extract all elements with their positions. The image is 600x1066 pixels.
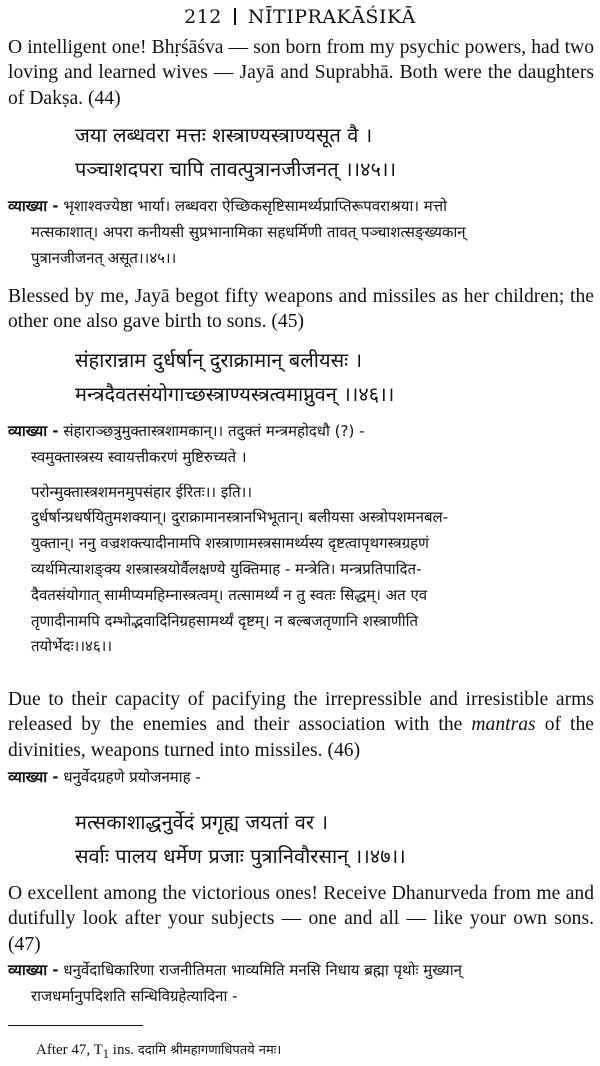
- verse-line: मत्सकाशाद्धनुर्वेदं प्रगृह्य जयतां वर ।: [75, 810, 329, 834]
- italic-term: mantras: [471, 714, 536, 736]
- verse-line: जया लब्धवरा मत्तः शस्त्राण्यस्त्राण्यसूत वै ।: [75, 123, 373, 147]
- commentary-label: व्याख्या -: [8, 961, 59, 979]
- quoted-verse-line: स्वमुक्तास्त्रस्य स्वायत्तीकरणं मुष्टिरुच्यते ।: [31, 447, 247, 466]
- commentary-line: पुत्रानजीजनत् असूत।।४५।।: [31, 248, 177, 267]
- translation-46: Due to their capacity of pacifying the irrepressible and irresistible arms released by the enemies and their association with the mantras of the divinities, weapons turned into missiles. (46): [8, 689, 594, 761]
- verse-line: मन्त्रदैवतसंयोगाच्छस्त्राण्यस्त्रत्वमाप्नुवन् ।।४६।।: [75, 382, 395, 406]
- commentary-47: [8, 958, 594, 1010]
- commentary-line: तयोर्भेदः।।४६।।: [31, 637, 113, 656]
- footnote: After 47, $T_1$ ins. ददामि श्रीमहागणाधिपतये नमः।: [36, 1042, 282, 1061]
- commentary-label: व्याख्या -: [8, 768, 59, 786]
- commentary-line: संहाराञ्छत्रुमुक्तास्त्रशामकान्।। तदुक्तं मन्त्रमहोदधौ (?) -: [63, 422, 365, 440]
- translation-47: O excellent among the victorious ones! Receive Dhanurveda from me and dutifully look after your subjects — one and all — like your own sons. (47): [8, 883, 594, 955]
- commentary-line: दैवतसंयोगात् सामीप्यमहिम्नास्त्रत्वम्। तत्सामर्थ्यं न तु स्वतः सिद्धम्। अत एव: [31, 585, 428, 604]
- running-header: [0, 6, 600, 28]
- translation-45: Blessed by me, Jayā begot fifty weapons and missiles as her children; the other one also gave birth to sons. (45): [8, 286, 594, 333]
- commentary-line: दुर्धर्षान्प्रधर्षयितुमशक्यान्। दुराक्रामानस्त्रानभिभूतान्। बलीयसा अस्त्रोपशमनबल-: [31, 508, 449, 527]
- commentary-line: व्यर्थमित्याशङ्क्य शस्त्रास्त्रयोर्वैलक्षण्ये युक्तिमाह - मन्त्रेति। मन्त्रप्रतिपादित-: [31, 559, 422, 578]
- page-number: 212: [184, 6, 222, 28]
- verse-46: [75, 343, 394, 411]
- footnote-sanskrit: ददामि श्रीमहागणाधिपतये नमः।: [137, 1043, 282, 1058]
- commentary-line: तृणादीनामपि दम्भोद्भवादिनिग्रहसामर्थ्यं दृष्टम्। न बल्बजतृणानि शस्त्राणीति: [31, 611, 419, 630]
- commentary-46: [8, 419, 594, 660]
- commentary-line: भृशाश्वज्येष्ठा भार्या। लब्धवरा ऐच्छिकसृष्टिसामर्थ्यप्राप्तिरूपवराश्रया। मत्तो: [63, 197, 448, 215]
- commentary-line: युक्तान्। ननु वज्रशक्त्यादीनामपि शस्त्राणामस्त्रसामर्थ्यस्य दृष्टत्वापृथगस्त्रग्रहणं: [31, 534, 429, 553]
- verse-line: पञ्चाशदपरा चापि तावत्पुत्रानजीजनत् ।।४५।।: [75, 157, 397, 181]
- verse-45: [75, 118, 396, 186]
- header-separator: [234, 8, 236, 25]
- quoted-verse-line: परोन्मुक्तास्त्रशमनमुपसंहार ईरितः।। इति।।: [31, 482, 253, 501]
- commentary-line: धनुर्वेदग्रहणे प्रयोजनमाह -: [63, 768, 201, 786]
- book-title: NĪTIPRAKĀŚIKĀ: [247, 6, 416, 28]
- verse-47: [75, 805, 406, 873]
- commentary-line: मत्सकाशात्। अपरा कनीयसी सुप्रभानामिका सहधर्मिणी तावत् पञ्चाशत्सङ्ख्यकान्: [31, 222, 466, 241]
- translation-44: O intelligent one! Bhṛśāśva — son born from my psychic powers, had two loving and learned wives — Jayā and Suprabhā. Both were the daughters of Dakṣa. (44): [8, 37, 594, 109]
- commentary-label: व्याख्या -: [8, 197, 59, 215]
- footnote-rule: [8, 1025, 143, 1026]
- commentary-47-intro: [8, 765, 594, 791]
- commentary-line: धनुर्वेदाधिकारिणा राजनीतिमता भाव्यमिति मनसि निधाय ब्रह्मा पृथोः मुख्यान्: [63, 961, 462, 979]
- commentary-label: व्याख्या -: [8, 422, 59, 440]
- verse-line: सर्वाः पालय धर्मेण प्रजाः पुत्रानिवौरसान् ।।४७।।: [75, 844, 406, 868]
- commentary-45: [8, 194, 594, 271]
- verse-line: संहारान्नाम दुर्धर्षान् दुराक्रामान् बलीयसः ।: [75, 348, 363, 372]
- commentary-line: राजधर्मानुपदिशति सन्धिविग्रहेत्यादिना -: [31, 986, 238, 1005]
